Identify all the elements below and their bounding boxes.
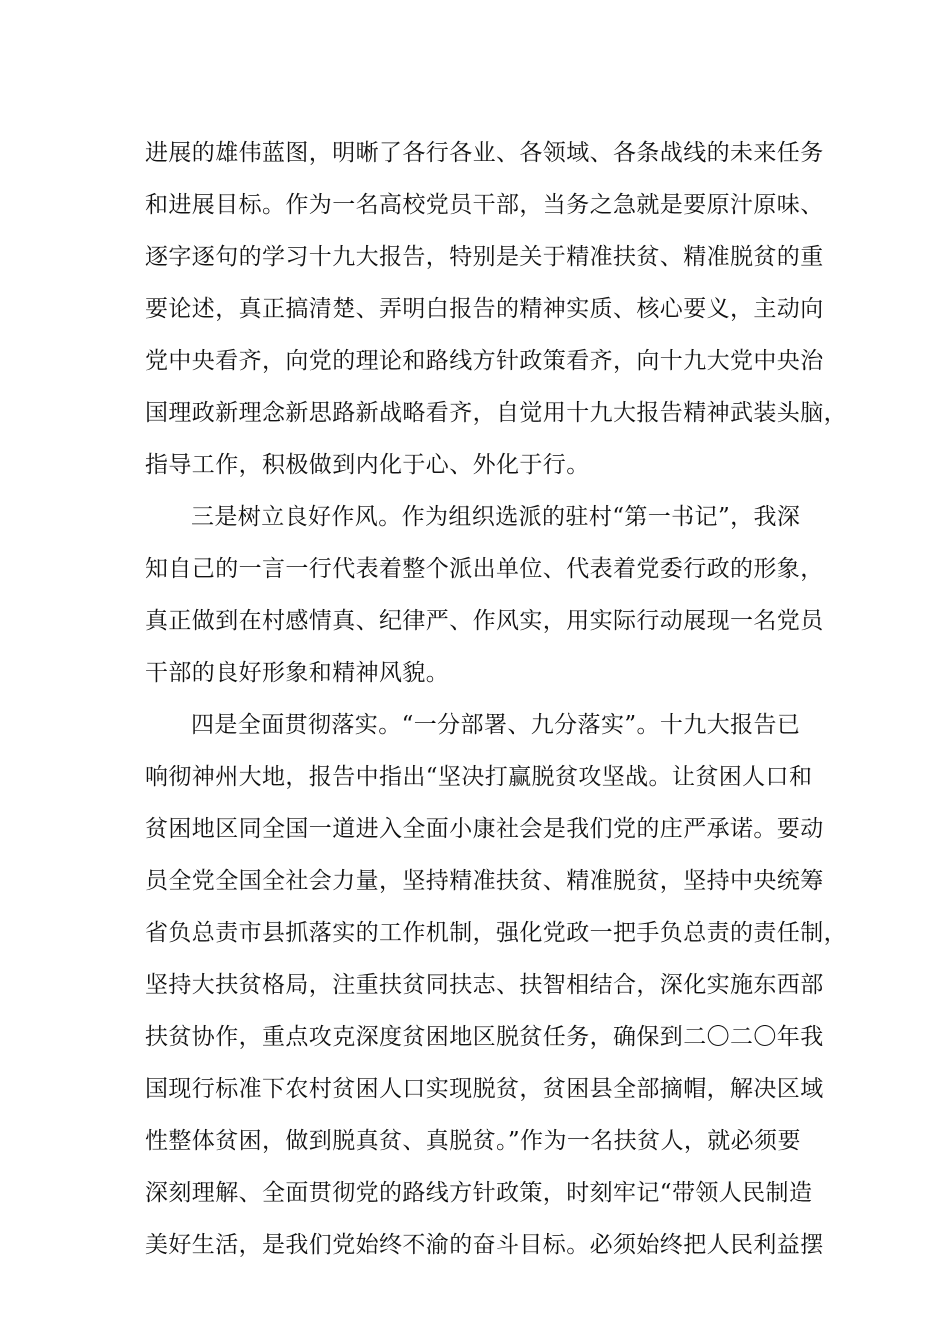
paragraph-first-line: 四是全面贯彻落实。“一分部署、九分落实”。十九大报告已 (191, 712, 801, 738)
text-line: 和进展目标。作为一名高校党员干部，当务之急就是要原汁原味、 (145, 192, 824, 218)
text-line: 逐字逐句的学习十九大报告，特别是关于精准扶贫、精准脱贫的重 (145, 244, 824, 270)
text-line: 坚持大扶贫格局，注重扶贫同扶志、扶智相结合，深化实施东西部 (145, 972, 824, 998)
text-line: 扶贫协作，重点攻克深度贫困地区脱贫任务，确保到二〇二〇年我 (145, 1024, 824, 1050)
text-line: 真正做到在村感情真、纪律严、作风实，用实际行动展现一名党员 (145, 608, 824, 634)
text-line: 省负总责市县抓落实的工作机制，强化党政一把手负总责的责任制， (145, 920, 847, 946)
text-line: 进展的雄伟蓝图，明晰了各行各业、各领域、各条战线的未来任务 (145, 140, 824, 166)
text-line: 国现行标准下农村贫困人口实现脱贫，贫困县全部摘帽，解决区域 (145, 1076, 824, 1102)
text-line: 性整体贫困，做到脱真贫、真脱贫。”作为一名扶贫人，就必须要 (145, 1128, 801, 1154)
text-line: 知自己的一言一行代表着整个派出单位、代表着党委行政的形象， (145, 556, 824, 582)
text-line: 贫困地区同全国一道进入全面小康社会是我们党的庄严承诺。要动 (145, 816, 824, 842)
text-line: 深刻理解、全面贯彻党的路线方针政策，时刻牢记“带领人民制造 (145, 1180, 813, 1206)
text-line: 国理政新理念新思路新战略看齐，自觉用十九大报告精神武装头脑， (145, 400, 847, 426)
text-line: 员全党全国全社会力量，坚持精准扶贫、精准脱贫，坚持中央统筹 (145, 868, 824, 894)
text-line: 干部的良好形象和精神风貌。 (145, 660, 450, 686)
text-line: 要论述，真正搞清楚、弄明白报告的精神实质、核心要义，主动向 (145, 296, 824, 322)
text-line: 党中央看齐，向党的理论和路线方针政策看齐，向十九大党中央治 (145, 348, 824, 374)
text-line: 指导工作，积极做到内化于心、外化于行。 (145, 452, 590, 478)
text-line: 响彻神州大地，报告中指出“坚决打赢脱贫攻坚战。让贫困人口和 (145, 764, 813, 790)
text-line: 美好生活，是我们党始终不渝的奋斗目标。必须始终把人民利益摆 (145, 1232, 824, 1258)
paragraph-first-line: 三是树立良好作风。作为组织选派的驻村“第一书记”，我深 (191, 504, 801, 530)
